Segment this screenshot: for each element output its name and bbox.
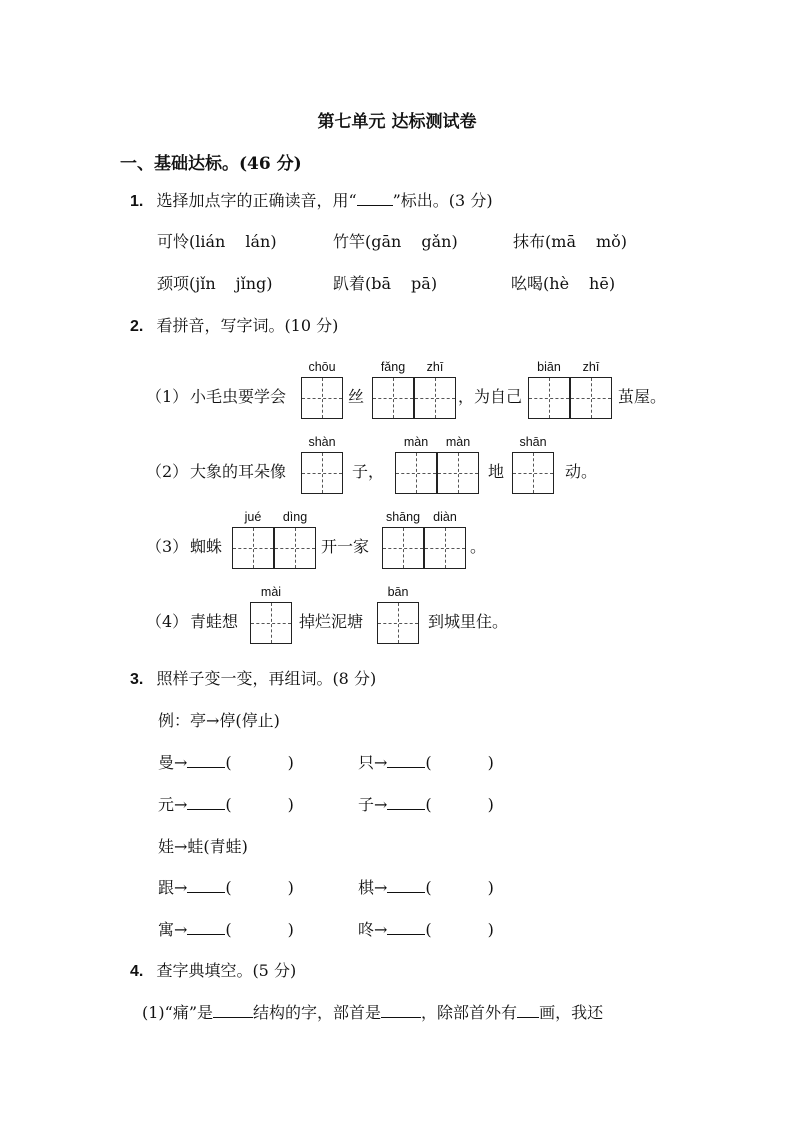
pinyin-label: shān [519,435,547,449]
row-text: 青蛙想 [190,612,239,631]
paren: ( [425,920,432,939]
item-char: 元 [158,795,175,814]
arrow: → [174,878,188,897]
row-label: （1） [146,387,189,406]
question-2-prompt [130,316,338,337]
line-text: 结构的字，部首是 [253,1003,382,1022]
row-text: 到城里住。 [428,612,509,631]
answer-blank[interactable] [187,767,225,768]
pinyin-label: zhī [426,360,444,374]
row-text: 小毛虫要学会 [190,387,287,406]
writing-box[interactable] [232,527,274,569]
writing-box[interactable] [372,377,414,419]
item-char: 跟 [158,878,175,897]
pinyin-option[interactable]: hē [589,274,609,293]
word-item [158,795,294,815]
word-item [358,753,494,773]
pinyin-label: fǎng [380,360,406,374]
writing-box[interactable] [250,602,292,644]
prompt-text: 照样子变一变，再组词。(8 分) [156,669,377,688]
q4-line-1 [142,1003,603,1023]
answer-blank[interactable] [187,809,225,810]
item-char: 棋 [358,878,375,897]
paren: ( [425,753,432,772]
pinyin-option[interactable]: lán [245,232,271,251]
paren: ( [225,753,232,772]
item-char: 子 [358,795,375,814]
radical-blank[interactable] [381,1017,421,1018]
prompt-text: 查字典填空。(5 分) [156,961,297,980]
question-number: 3. [130,671,144,688]
question-3-prompt [130,669,376,690]
arrow: → [374,878,388,897]
pinyin-label: shàn [308,435,336,449]
pinyin-option[interactable]: pā [411,274,431,293]
question-number: 2. [130,318,144,335]
row-text: 大象的耳朵像 [190,462,287,481]
item-char: 曼 [158,753,175,772]
pinyin-option[interactable]: jǐng [235,274,267,293]
paren: ( [225,878,232,897]
paren: ) [487,753,494,772]
pinyin-option[interactable]: lián [195,232,226,251]
word-item [158,920,294,940]
line-text: 画，我还 [539,1003,604,1022]
pinyin-label: bān [387,585,409,599]
writing-box[interactable] [414,377,456,419]
writing-box[interactable] [301,377,343,419]
prompt-text: ”标出。(3 分) [392,191,493,210]
reading-item: 可怜(lián lán) [157,232,277,251]
paren: ( [225,920,232,939]
row-label: （2） [146,462,189,481]
question-number: 1. [130,193,144,210]
word-item [158,753,294,773]
paren: ) [287,878,294,897]
arrow: → [174,753,188,772]
paren: ( [225,795,232,814]
arrow: → [174,795,188,814]
row-label: （4） [146,612,189,631]
pinyin-label: chōu [308,360,336,374]
word-item [358,920,494,940]
pinyin-label: mài [260,585,282,599]
item-word: 可怜 [157,232,190,251]
pinyin-option[interactable]: mā [551,232,576,251]
paren: ) [287,753,294,772]
stroke-count-blank[interactable] [517,1017,539,1018]
item-word: 颈项 [157,274,190,293]
writing-box[interactable] [570,377,612,419]
row-text: 子， [352,462,385,481]
pinyin-label: dìng [282,510,308,524]
writing-box[interactable] [274,527,316,569]
prompt-text: 选择加点字的正确读音，用“ [156,191,357,210]
pinyin-option[interactable]: jǐn [195,274,216,293]
answer-blank[interactable] [387,809,425,810]
writing-box[interactable] [528,377,570,419]
page-title: 第七单元 达标测试卷 [317,112,477,132]
reading-item: 抹布(mā mǒ) [513,232,628,251]
pinyin-option[interactable]: bā [371,274,392,293]
prompt-text: 看拼音，写字词。(10 分) [156,316,339,335]
writing-box[interactable] [512,452,554,494]
paren: ) [287,795,294,814]
writing-box[interactable] [377,602,419,644]
writing-box[interactable] [437,452,479,494]
row-text: 蜘蛛 [190,537,223,556]
row-text: ，为自己 [458,387,523,406]
question-number: 4. [130,963,144,980]
word-item [158,878,294,898]
answer-blank[interactable] [387,892,425,893]
pinyin-label: zhī [582,360,600,374]
row-text: 开一家 [321,537,370,556]
pinyin-label: jué [244,510,262,524]
item-word: 吆喝 [511,274,544,293]
section-heading: 一、基础达标。(46 分) [120,154,302,174]
pinyin-label: shāng [385,510,421,524]
example-line: 娃→蛙(青蛙) [158,837,248,856]
structure-blank[interactable] [213,1017,253,1018]
paren: ) [487,878,494,897]
pinyin-label: màn [445,435,471,449]
row-text: 掉烂泥塘 [299,612,364,631]
reading-item: 颈项(jǐn jǐng) [157,274,273,293]
arrow: → [374,753,388,772]
answer-blank[interactable] [387,934,425,935]
arrow: → [174,920,188,939]
word-item [358,795,494,815]
item-word: 趴着 [333,274,366,293]
answer-blank[interactable] [387,767,425,768]
pinyin-label: biān [537,360,561,374]
paren: ) [487,795,494,814]
pinyin-option[interactable]: hè [549,274,570,293]
writing-box[interactable] [301,452,343,494]
row-text: 动。 [565,462,598,481]
row-text: 丝 [348,387,365,406]
reading-item: 竹竿(gān gǎn) [333,232,458,251]
item-word: 竹竿 [333,232,366,251]
pinyin-option[interactable]: gǎn [421,232,452,251]
item-word: 抹布 [513,232,546,251]
pinyin-label: màn [403,435,429,449]
pinyin-option[interactable]: mǒ [595,232,621,251]
writing-box[interactable] [395,452,437,494]
row-label: （3） [146,537,189,556]
reading-item: 吆喝(hè hē) [511,274,616,293]
line-text: ，除部首外有 [421,1003,518,1022]
paren: ) [287,920,294,939]
mark-blank [357,205,393,206]
row-text: 地 [488,462,505,481]
row-text: 。 [470,537,487,556]
item-char: 寓 [158,920,175,939]
question-1-prompt [130,191,493,212]
word-item [358,878,494,898]
item-char: 咚 [358,920,375,939]
example-line: 例：亭→停(停止) [158,711,280,730]
paren: ) [487,920,494,939]
writing-box[interactable] [382,527,424,569]
paren: ( [425,795,432,814]
writing-box[interactable] [424,527,466,569]
question-4-prompt [130,961,296,982]
paren: ( [425,878,432,897]
line-text: (1)“痛”是 [142,1003,214,1022]
answer-blank[interactable] [187,934,225,935]
pinyin-option[interactable]: gān [371,232,402,251]
row-text: 茧屋。 [618,387,667,406]
pinyin-label: diàn [433,510,457,524]
answer-blank[interactable] [187,892,225,893]
item-char: 只 [358,753,375,772]
reading-item: 趴着(bā pā) [333,274,438,293]
arrow: → [374,795,388,814]
arrow: → [374,920,388,939]
